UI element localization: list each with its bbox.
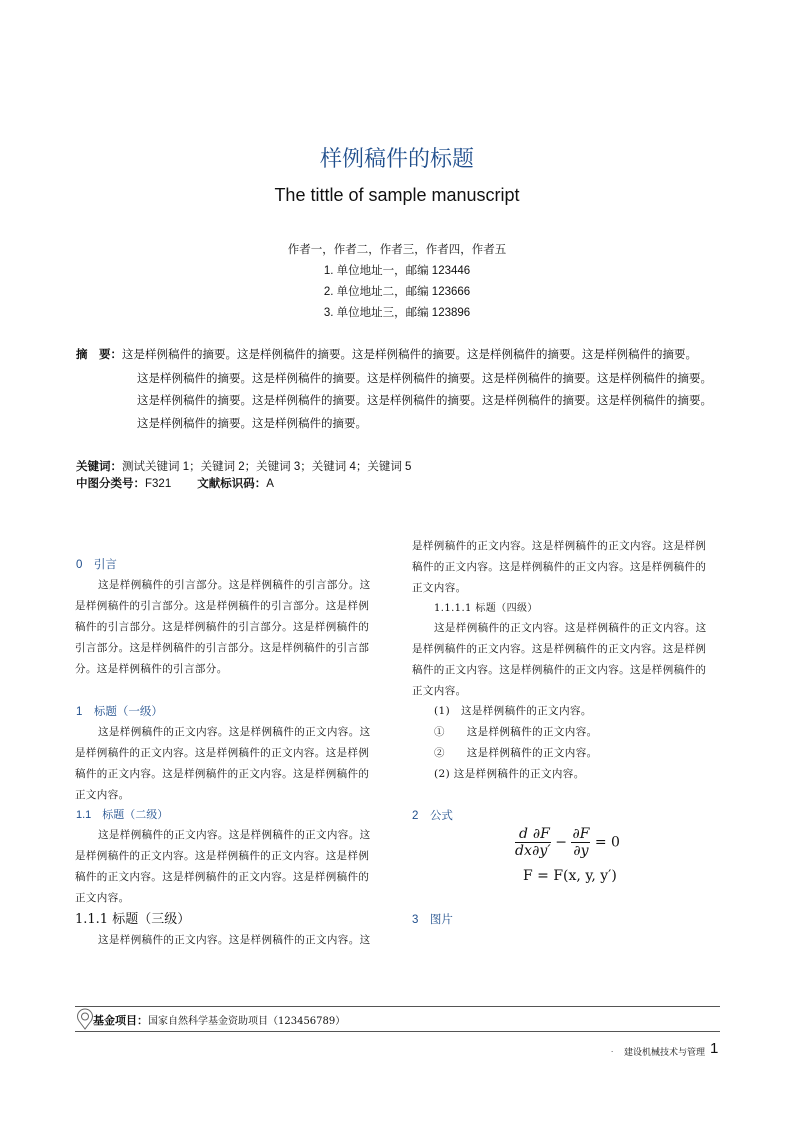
- keywords: [76, 458, 411, 474]
- keywords-value: 测试关键词 1；关键词 2；关键词 3；关键词 4；关键词 5: [122, 461, 412, 473]
- abstract-line: 这是样例稿件的摘要。这是样例稿件的摘要。这是样例稿件的摘要。这是样例稿件的摘要。这是样例稿件的摘要。: [137, 373, 712, 385]
- formula-part: ∂y′: [532, 843, 551, 859]
- fund-value: 国家自然科学基金资助项目（123456789）: [148, 1016, 346, 1027]
- body-line: 稿件的正文内容。这是样例稿件的正文内容。这是样例稿件的: [75, 871, 370, 883]
- body-line: 稿件的正文内容。这是样例稿件的正文内容。这是样例稿件的: [75, 768, 370, 780]
- heading-figure: 3 图片: [412, 914, 453, 926]
- classification: [76, 475, 274, 491]
- heading-intro: 0 引言: [76, 559, 117, 571]
- list-item: ① 这是样例稿件的正文内容。: [434, 726, 598, 738]
- body-line: 稿件的正文内容。这是样例稿件的正文内容。这是样例稿件的: [412, 561, 707, 573]
- journal-name: 建设机械技术与管理: [624, 1047, 706, 1057]
- body-line: 引言部分。这是样例稿件的引言部分。这是样例稿件的引言部: [75, 642, 370, 654]
- list-item: ② 这是样例稿件的正文内容。: [434, 747, 598, 759]
- body-line: 正文内容。: [75, 789, 130, 801]
- affiliation-3: 3. 单位地址三，邮编 123896: [323, 307, 471, 319]
- body-line: 正文内容。: [75, 892, 130, 904]
- formula-part: d: [515, 826, 532, 843]
- abstract-line: 这是样例稿件的摘要。这是样例稿件的摘要。: [137, 418, 367, 430]
- body-line: 这是样例稿件的正文内容。这是样例稿件的正文内容。这: [98, 934, 371, 946]
- location-pin-icon: [76, 1008, 94, 1030]
- abstract-line: 这是样例稿件的摘要。这是样例稿件的摘要。这是样例稿件的摘要。这是样例稿件的摘要。这是样例稿件的摘要。: [122, 349, 697, 361]
- heading-level1: 1 标题（一级）: [76, 706, 163, 718]
- list-item: (1) 这是样例稿件的正文内容。: [434, 705, 592, 717]
- formula-part: ∂y: [573, 843, 589, 859]
- body-line: 是样例稿件的正文内容。这是样例稿件的正文内容。这是样例: [75, 747, 370, 759]
- heading-formula: 2 公式: [412, 810, 453, 822]
- affiliation-1: 1. 单位地址一，邮编 123446: [323, 265, 471, 277]
- body-line: 正文内容。: [412, 685, 467, 697]
- body-line: 这是样例稿件的正文内容。这是样例稿件的正文内容。这: [98, 829, 371, 841]
- title-en: The tittle of sample manuscript: [274, 185, 520, 205]
- footnote-rule-bottom: [75, 1031, 720, 1032]
- list-item: (2) 这是样例稿件的正文内容。: [434, 768, 585, 780]
- heading-level4: 1.1.1.1 标题（四级）: [434, 603, 538, 614]
- body-line: 分。这是样例稿件的引言部分。: [75, 663, 228, 675]
- formula-part: ∂F: [532, 826, 550, 842]
- body-line: 是样例稿件的引言部分。这是样例稿件的引言部分。这是样例: [75, 600, 370, 612]
- abstract-label: 摘 要：: [76, 349, 122, 361]
- footer-dot: .: [611, 1045, 614, 1054]
- body-line: 正文内容。: [412, 582, 467, 594]
- formula-part: ∂F: [572, 826, 590, 842]
- title-cn: 样例稿件的标题: [319, 146, 474, 171]
- body-line: 稿件的正文内容。这是样例稿件的正文内容。这是样例稿件的: [412, 664, 707, 676]
- fund-label: 基金项目：: [93, 1015, 148, 1027]
- fund-info: [93, 1012, 345, 1028]
- clc-value: F321: [145, 478, 172, 490]
- body-line: 这是样例稿件的正文内容。这是样例稿件的正文内容。这: [98, 726, 371, 738]
- doc-code-label: 文献标识码：: [197, 478, 267, 490]
- affiliation-2: 2. 单位地址二，邮编 123666: [323, 286, 471, 298]
- body-line: 这是样例稿件的引言部分。这是样例稿件的引言部分。这: [98, 579, 371, 591]
- formula-part: −: [555, 834, 567, 851]
- body-line: 是样例稿件的正文内容。这是样例稿件的正文内容。这是样例: [75, 850, 370, 862]
- footnote-rule-top: [75, 1006, 720, 1007]
- formula-euler-lagrange: [515, 826, 620, 859]
- keywords-label: 关键词：: [76, 461, 122, 473]
- clc-label: 中图分类号：: [76, 478, 145, 490]
- authors: 作者一，作者二，作者三，作者四，作者五: [287, 244, 507, 256]
- body-line: 稿件的引言部分。这是样例稿件的引言部分。这是样例稿件的: [75, 621, 370, 633]
- heading-level3: 1.1.1 标题（三级）: [75, 912, 191, 927]
- body-line: 是样例稿件的正文内容。这是样例稿件的正文内容。这是样例: [412, 643, 707, 655]
- formula-part: = 0: [594, 834, 620, 851]
- abstract-line: 这是样例稿件的摘要。这是样例稿件的摘要。这是样例稿件的摘要。这是样例稿件的摘要。这是样例稿件的摘要。: [137, 395, 712, 407]
- heading-level2: 1.1 标题（二级）: [76, 809, 169, 821]
- doc-code-value: A: [266, 478, 274, 490]
- formula-part: dx: [515, 843, 532, 859]
- page-number: 1: [710, 1040, 719, 1057]
- formula-function: F = F(x, y, y′): [523, 868, 617, 884]
- body-line: 是样例稿件的正文内容。这是样例稿件的正文内容。这是样例: [412, 540, 707, 552]
- body-line: 这是样例稿件的正文内容。这是样例稿件的正文内容。这: [434, 622, 707, 634]
